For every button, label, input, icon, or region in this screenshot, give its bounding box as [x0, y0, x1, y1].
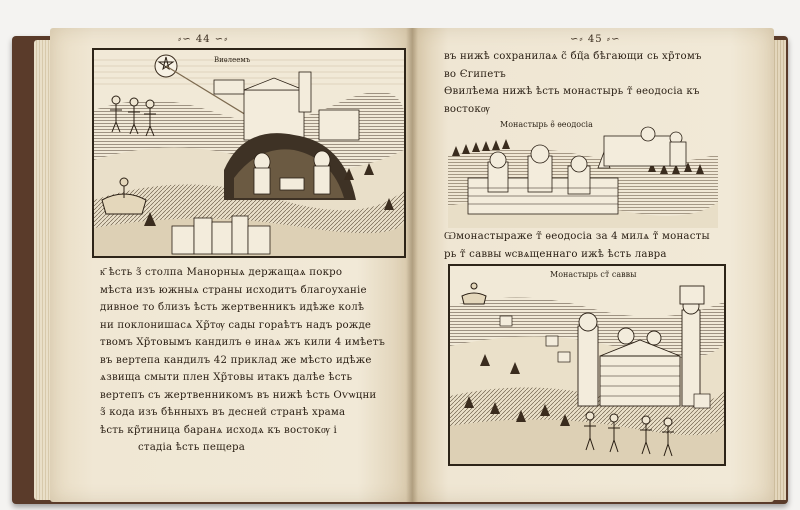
theodosius-monastery-engraving — [448, 116, 718, 228]
text-line: ни поклонишасѧ Хр̃тѹ сады гораѣтъ надъ рожде — [100, 319, 372, 331]
page-number-ornament: ⸗∽ — [602, 34, 621, 45]
book-gutter — [406, 28, 418, 502]
open-book — [12, 14, 788, 500]
text-line: Ѡмонастыраже т̃ ѳеодосіа за 4 милѧ т̃ монасты — [444, 231, 710, 242]
nativity-engraving-illustration — [94, 50, 404, 256]
text-line: рь т̃ саввы ѡсвѧщеннаго ижѣ ѣсть лавра — [444, 248, 667, 260]
text-line: ѣсть кр̃тиница баранѧ исходѧ къ востокѹ і — [100, 424, 338, 436]
sabbas-monastery-illustration — [450, 266, 724, 464]
page-number-value: 45 — [587, 34, 603, 45]
right-page-top-text — [444, 48, 702, 118]
right-page-number — [570, 34, 621, 45]
text-line: во Єгипетъ — [444, 68, 506, 80]
text-line: твомъ Хр̃товымъ кандилъ ѳ инаѧ жъ кили 4 имѣетъ — [100, 337, 386, 348]
text-line: стадіа ѣсть пещера — [138, 442, 246, 453]
text-line: дивное то близъ ѣсть жертвенникъ идѣже колѣ — [100, 302, 365, 313]
text-line: въ нижѣ сохранилаѧ с̃ бц̃а бѣгающи сь хр̃томъ — [444, 51, 702, 62]
page-number-ornament: ∽⸗ — [210, 34, 229, 45]
theodosius-monastery-illustration — [448, 116, 718, 228]
nativity-engraving-caption: Виѳлеемъ — [214, 56, 251, 64]
sabbas-monastery-engraving — [448, 264, 726, 466]
text-line: з̃ кода изъ бѣнныхъ въ десней странѣ храма — [100, 407, 346, 418]
left-page-text — [100, 264, 385, 457]
theodosius-engraving-caption: Монастырь ѳ̃ ѳеодосіа — [500, 120, 593, 129]
page-number-ornament: ∽⸗ — [570, 34, 588, 45]
text-line: Ѳвилѣема нижѣ ѣсть монастырь т̃ ѳеодосіа къ — [444, 86, 700, 97]
text-line: ѧзвища смыти плен Хр̃товы итакъ далѣе ѣсть — [100, 372, 353, 383]
nativity-engraving — [92, 48, 406, 258]
sabbas-engraving-caption: Монастырь ст̃ саввы — [550, 270, 637, 279]
text-line: востокѹ — [444, 103, 491, 115]
text-line: мѣста изъ южныѧ страны исходитъ благоуханіе — [100, 284, 367, 296]
text-line: вертепъ съ жертвенникомъ въ нижѣ ѣсть Оѵѡцни — [100, 389, 377, 401]
text-line: въ вертепа кандилъ 42 приклад же мѣсто идѣже — [100, 354, 372, 366]
page-number-ornament: ⸗∽ — [178, 34, 196, 45]
right-page-middle-text — [444, 228, 710, 263]
left-page — [50, 28, 412, 502]
text-line: к҃ ѣсть з̃ столпа Манорныѧ держащаѧ покро — [100, 267, 343, 278]
right-page — [412, 28, 774, 502]
page-number-value: 44 — [195, 34, 211, 45]
right-page-edges — [772, 40, 786, 500]
left-page-number — [178, 34, 229, 45]
